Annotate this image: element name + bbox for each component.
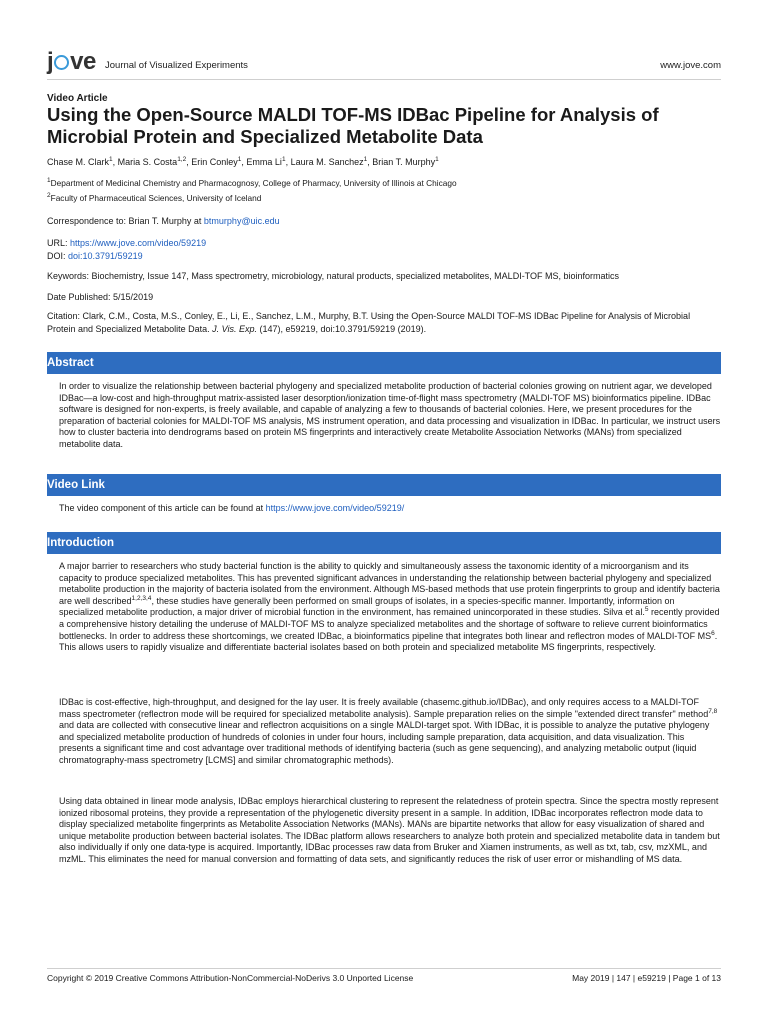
author-name: Brian T. Murphy	[372, 157, 436, 167]
author-name: Chase M. Clark	[47, 157, 110, 167]
article-doi-link[interactable]: doi:10.3791/59219	[68, 251, 143, 261]
paragraph-text: . This allows users to rapidly visualize and differentiate bacterial isolates based on both protein and specialized metabolite MS fingerprints, respectively.	[59, 630, 718, 653]
introduction-paragraph-2	[59, 697, 721, 767]
date-published: Date Published: 5/15/2019	[47, 292, 154, 302]
author-name: Erin Conley	[191, 157, 238, 167]
abstract-paragraph: In order to visualize the relationship between bacterial phylogeny and specialized metabolite production of bacterial colonies growing on nutrient agar, we developed IDBac—a low-cost and high-throughput matrix-assisted laser desorption/ionization time-of-flight mass spectrometry (MALDI-TOF MS) bioinformatics pipeline. IDBac software is designed for non-experts, is freely available, and capable of analyzing a few to thousands of bacterial colonies. Here, we present procedures for the preparation of bacterial colonies for MALDI-TOF MS analysis, MS instrument operation, and data processing and visualization in IDBac. In particular, we instruct users how to cluster bacteria into dendrograms based on protein MS fingerprints and interactively create Metabolite Association Networks (MANs) from specialized metabolite data.	[59, 381, 721, 449]
keywords: Keywords: Biochemistry, Issue 147, Mass spectrometry, microbiology, natural products, specialized metabolites, MALDI-TOF MS, bioinformatics	[47, 271, 620, 281]
author-affiliation-mark: 1	[363, 156, 368, 163]
correspondence-label: Correspondence to: Brian T. Murphy at	[47, 216, 204, 226]
affiliation-text: Faculty of Pharmaceutical Sciences, University of Iceland	[50, 193, 262, 203]
affiliation-number: 1	[47, 177, 51, 184]
section-header-abstract	[47, 352, 721, 374]
article-url-line	[47, 237, 721, 250]
introduction-paragraph-1	[59, 561, 721, 654]
footer-copyright: Copyright © 2019 Creative Commons Attribution-NonCommercial-NoDerivs 3.0 Unported License	[47, 973, 414, 983]
author-affiliation-mark: 1	[435, 156, 439, 163]
journal-header	[47, 48, 721, 78]
author-affiliation-mark: 1	[281, 156, 286, 163]
introduction-paragraph-3: Using data obtained in linear mode analysis, IDBac employs hierarchical clustering to represent the relatedness of protein spectra. Since the spectra mostly represent ionized ribosomal proteins, they provide a representation of the phylogenetic diversity present in a sample. In addition, IDBac incorporates reflectron mode data to display specialized metabolite fingerprints as Metabolite Association Networks (MANs). MANs are bipartite networks that allow for easy visualization of shared and unique metabolite production between bacterial isolates. The IDBac platform allows researchers to analyze both protein and specialized metabolite data in tandem but also individually if only one data-type is acquired. Importantly, IDBac processes raw data from Bruker and Xiamen instruments, as well as txt, tab, csv, mzXML, and mzML. This eliminates the need for manual conversion and formatting of data sets, and significantly reduces the risk of user error or mishandling of MS data.	[59, 796, 720, 864]
article-url-link[interactable]: https://www.jove.com/video/59219	[70, 238, 207, 248]
author-name: Maria S. Costa	[117, 157, 178, 167]
logo-letters-ve: ve	[70, 48, 96, 75]
citation-main: Citation: Clark, C.M., Costa, M.S., Conley, E., Li, E., Sanchez, L.M., Murphy, B.T. Using the Open-Source MALDI TOF-MS IDBac Pipeline for Analysis of Microbial Protein and Specialized Metabolite Data.	[47, 311, 691, 334]
paragraph-text: , these studies have generally been performed on small groups of isolates, in a species-specific manner. Importantly, information on specialized metabolite production, a major driver of microbial function in the environment, has remained unincorporated in these studies. Silva et al.	[59, 595, 675, 618]
section-title: Abstract	[47, 357, 94, 369]
paragraph-text: A major barrier to researchers who study bacterial function is the ability to quickly and simultaneously assess the taxonomic identity of a microorganism and its capacity to produce specialized metabolites. This has prevented significant advances in understanding the relationship between bacterial phylogeny and specialized metabolite production in the majority of bacteria isolated from the environment. Although MS-based methods that use protein fingerprints to group and identify bacteria are well described	[59, 561, 720, 606]
correspondence-email-link[interactable]: btmurphy@uic.edu	[203, 216, 280, 226]
doi-label: DOI:	[47, 251, 69, 261]
section-header-introduction	[47, 532, 721, 554]
reference-mark[interactable]: 6	[711, 629, 715, 637]
reference-mark[interactable]: 7,8	[708, 707, 718, 715]
author-affiliation-mark: 1	[109, 156, 113, 163]
article-title: Using the Open-Source MALDI TOF-MS IDBac Pipeline for Analysis of Microbial Protein and Specialized Metabolite Data	[47, 104, 659, 147]
site-url[interactable]: www.jove.com	[660, 60, 721, 71]
video-link-paragraph	[59, 503, 721, 515]
jove-logo[interactable]	[47, 48, 96, 76]
author-affiliation-mark: 1,2	[177, 156, 187, 163]
header-divider	[47, 79, 721, 80]
section-header-video-link	[47, 474, 721, 496]
author-affiliation-mark: 1	[237, 156, 242, 163]
affiliation-1	[47, 178, 721, 188]
section-title: Introduction	[47, 537, 115, 549]
affiliation-text: Department of Medicinal Chemistry and Pharmacognosy, College of Pharmacy, University of Illinois at Chicago	[50, 178, 457, 188]
citation	[47, 310, 721, 336]
author-name: Laura M. Sanchez	[290, 157, 364, 167]
paragraph-text: IDBac is cost-effective, high-throughput, and designed for the lay user. It is freely available (chasemc.github.io/IDBac), and only requires access to a MALDI-TOF mass spectrometer (reflectron mode will be required for specialized metabolite analysis). Sample preparation relies on the simple "extended direct transfer" method	[59, 697, 709, 719]
video-link-url[interactable]: https://www.jove.com/video/59219/	[265, 503, 405, 513]
author-list: Chase M. Clark$^1$, Maria S. Costa$^{1,2}$, Erin Conley$^1$, Emma Li$^1$, Laura M. Sanchez$^1$, Brian T. Murphy$^1$	[47, 156, 439, 167]
reference-mark[interactable]: 1,2,3,4	[131, 594, 152, 602]
footer-divider	[47, 968, 721, 969]
article-doi-line	[47, 250, 721, 263]
affiliation-2	[47, 193, 721, 203]
article-kind: Video Article	[47, 93, 108, 104]
footer-page-info: May 2019 | 147 | e59219 | Page 1 of 13	[572, 973, 721, 983]
citation-journal: J. Vis. Exp.	[212, 324, 257, 334]
logo-letter-j: j	[47, 48, 54, 75]
url-label: URL:	[47, 238, 71, 248]
affiliation-number: 2	[47, 192, 51, 199]
correspondence	[47, 215, 721, 228]
logo-ring-icon	[54, 55, 69, 70]
section-title: Video Link	[47, 479, 105, 491]
paragraph-text: recently provided a comprehensive history detailing the underuse of MALDI-TOF MS to analyze specialized metabolites and the shortage of software to relieve current bioinformatics bottlenecks. In order to address these shortcomings, we created IDBac, a bioinformatics pipeline that integrates both linear and reflectron modes of MALDI-TOF MS	[59, 607, 720, 641]
paragraph-text: and data are collected with consecutive linear and reflectron acquisitions on a single MALDI-target spot. With IDBac, it is possible to analyze the putative phylogeny and specialized metabolite production of hundreds of colonies in under four hours, including sample preparation, data acquisition, and data visualization. This presents a significant time and cost advantage over traditional methods of identifying bacteria (such as gene sequencing), and analyzing metabolic output (liquid chromatography-mass spectrometry [LCMS] and similar chromatographic methods).	[59, 720, 710, 765]
journal-name: Journal of Visualized Experiments	[105, 60, 248, 71]
citation-tail: (147), e59219, doi:10.3791/59219 (2019).	[256, 324, 427, 334]
reference-mark[interactable]: 5	[644, 606, 649, 614]
video-link-text: The video component of this article can be found at	[59, 503, 266, 513]
author-name: Emma Li	[246, 157, 282, 167]
